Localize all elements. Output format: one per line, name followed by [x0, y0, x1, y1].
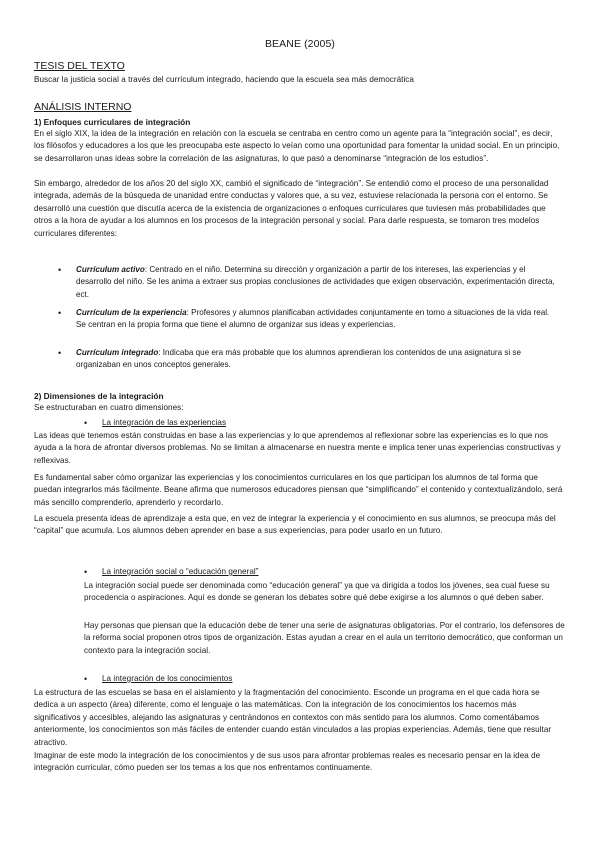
- bullet-icon: •: [84, 418, 88, 428]
- section-1-paragraph-2: Sin embargo, alrededor de los años 20 del siglo XX, cambió el significado de “integración”. Se entendió como el proceso de una personalidad integrada, además de la búsqueda de unanidad entre conductas y valores que, a su vez, estuviese relacionada la persona con el entorno. Se desarrolló una cuestión que discutía acerca de la existencia de organizaciones o enfoques curriculares que tuviesen más probabilidades que otros a la hora de ayudar a los alumnos en los procesos de la integración personal y social. Para darle respuesta, se tomaron tres modelos curriculares diferentes:: [34, 179, 549, 238]
- dimension-1-paragraph-3: La escuela presenta ideas de aprendizaje a esta que, en vez de integrar la experiencia y el conocimiento en sus alumnos, se preocupa más del “capital” que acumula. Los alumnos deben aprender en base a sus experiencias, para poder usarlo en un futuro.: [34, 514, 556, 536]
- analisis-heading: ANÁLISIS INTERNO: [34, 101, 132, 113]
- bullet-icon: •: [84, 674, 88, 684]
- section-1-paragraph-1: En el siglo XIX, la idea de la integración en relación con la escuela se centraba en centro como un agente para la “integración social”, es decir, los filósofos y educadores a los que les preocupaba este aspecto lo veían como una oportunidad para fomentar la unidad social. En un principio, se desarrollaron unas ideas sobre la correlación de las asignaturas, lo que pasó a denominarse “integración de los estudios”.: [34, 129, 560, 163]
- bullet-icon: •: [58, 265, 62, 275]
- dimension-1-paragraph-1: Las ideas que tenemos están construidas en base a las experiencias y lo que aprendemos al reflexionar sobre las experiencias es lo que nos ayuda a la hora de afrontar diversos problemas. No se limitan a almacenarse en nuestra mente e implica tener unas experiencias constructivas y reflexivas.: [34, 431, 561, 465]
- bullet-icon: •: [58, 348, 62, 358]
- tesis-heading: TESIS DEL TEXTO: [34, 60, 125, 72]
- dimension-2-paragraph-2: Hay personas que piensan que la educación debe de tener una serie de asignaturas obligatorias. Por el contrario, los defensores de la reforma social proponen otros tipos de organización. Estas ayudan a crear en el aula un territorio democrático, que conforman un contexto para la integración social.: [84, 621, 565, 655]
- section-1-heading: 1) Enfoques curriculares de integración: [34, 117, 191, 127]
- item-label: Currículum de la experiencia: [76, 308, 187, 317]
- section-2-heading: 2) Dimensiones de la integración: [34, 391, 164, 401]
- dimension-2-title: La integración social o “educación general”: [102, 567, 259, 576]
- list-item-curriculum-integrado: [76, 347, 556, 372]
- item-text: : Indicaba que era más probable que los alumnos aprendieran los contenidos de una asignatura si se organizaban en unos conceptos generales.: [76, 348, 521, 370]
- item-text: : Profesores y alumnos planificaban actividades conjuntamente en torno a situaciones de la vida real. Se centran en la propia forma que tiene el alumno de organizar sus ideas y experiencias.: [76, 308, 550, 330]
- item-label: Currículum integrado: [76, 348, 159, 357]
- dimension-3-title: La integración de los conocimientos: [102, 674, 233, 683]
- list-item-curriculum-experiencia: [76, 307, 556, 332]
- bullet-icon: •: [84, 567, 88, 577]
- item-text: : Centrado en el niño. Determina su dirección y organización a partir de los intereses, las experiencias y el desarrollo del niño. Se les anima a extraer sus propias conclusiones de actividades que exigen observación, experimentación directa, ect.: [76, 265, 555, 299]
- dimension-1-paragraph-2: Es fundamental saber cómo organizar las experiencias y los conocimientos curriculares en los que participan los alumnos de tal forma que puedan integrarlos más fácilmente. Beane afirma que numerosos educadores piensan que “simplificando” el contenido y contextualizándolo, será más sencillo comprenderlo, aprenderlo y recordarlo.: [34, 473, 563, 507]
- document-title: BEANE (2005): [264, 38, 336, 50]
- item-label: Currículum activo: [76, 265, 145, 274]
- dimension-3-paragraph-1: La estructura de las escuelas se basa en el aislamiento y la fragmentación del conocimiento. Esconde un programa en el que cada hora se dedica a un aspecto (área) diferente, como el lenguaje o las matemáticas. Con la integración de los conocimientos los hacemos más significativos y accesibles, alejando las asignaturas y centrándonos en contextos con más sentido para los alumnos. Como comentábamos anteriormente, los conocimientos son más fáciles de entender cuando están vinculados a las propias experiencias. Además, tiene que resultar atractivo.: [34, 688, 552, 747]
- dimension-1-title: La integración de las experiencias: [102, 418, 227, 427]
- dimension-3-paragraph-2: Imaginar de este modo la integración de los conocimientos y de sus usos para afrontar problemas reales es necesario pensar en la idea de integración curricular, cómo pueden ser los temas a los que nos enfrentamos continuamente.: [34, 751, 541, 773]
- list-item-curriculum-activo: [76, 264, 556, 301]
- dimension-2-paragraph-1: La integración social puede ser denominada como “educación general” ya que va dirigida a todos los jóvenes, sea cual fuese su procedencia o aspiraciones. Aquí es donde se generan los debates sobre qué debe exigirse a los alumnos o qué deben saber.: [84, 581, 550, 603]
- bullet-icon: •: [58, 308, 62, 318]
- section-2-intro: Se estructuraban en cuatro dimensiones:: [34, 403, 184, 412]
- tesis-text: Buscar la justicia social a través del currículum integrado, haciendo que la escuela sea más democrática: [34, 75, 414, 84]
